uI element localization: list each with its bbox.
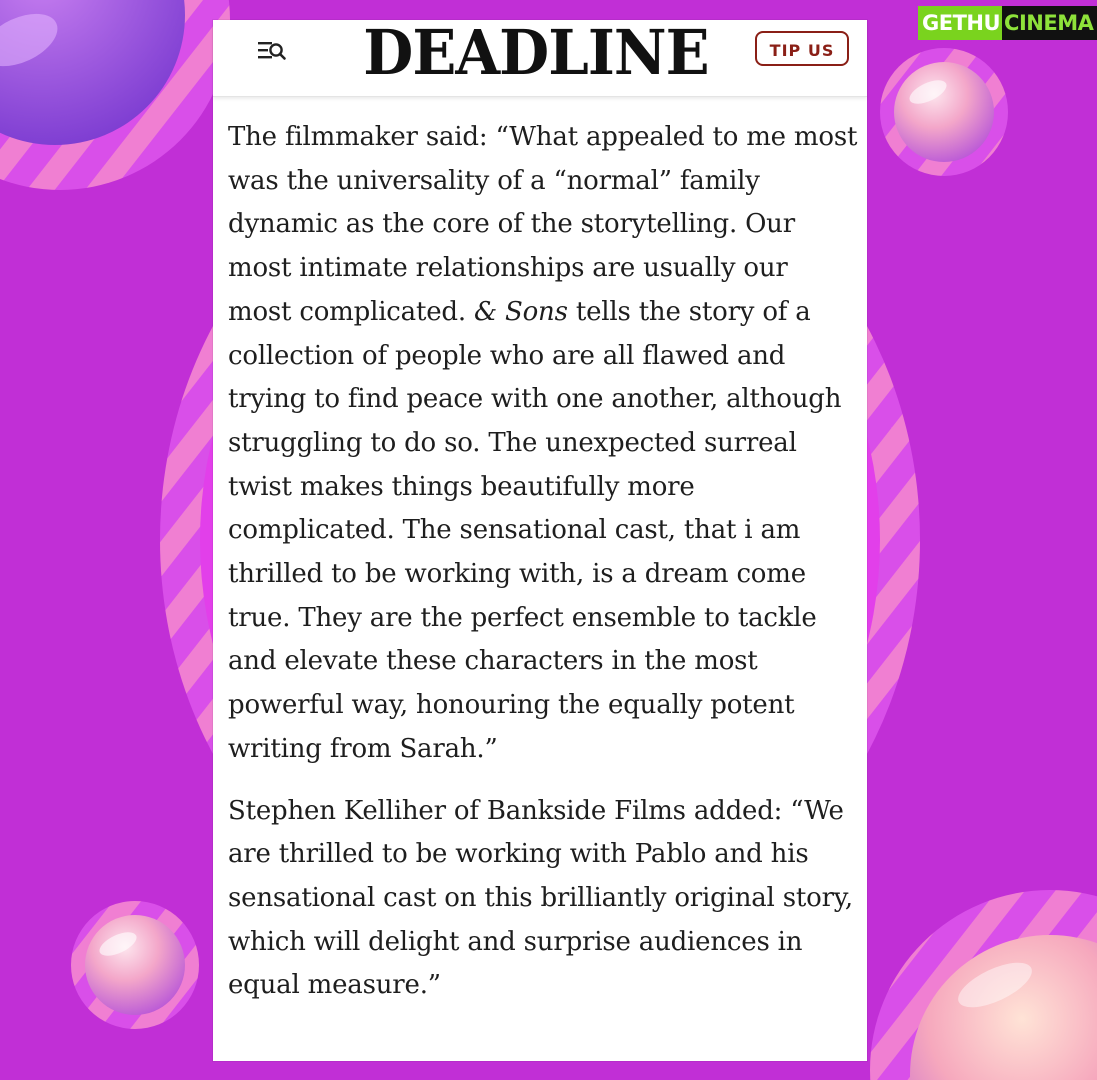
tip-us-button[interactable]: TIP US: [755, 31, 849, 66]
site-logo[interactable]: DEADLINE: [363, 16, 709, 89]
watermark-logo: [918, 6, 1094, 40]
article-paragraph-1: [228, 116, 858, 772]
article-paragraph-2: Stephen Kelliher of Bankside Films added: “We are thrilled to be working with Pablo and his sensational cast on this brilliantly original story, which will delight and surprise audiences in equal measure.”: [228, 795, 853, 1001]
paragraph-1-text-a: The filmmaker said: “What appealed to me most was the universality of a “normal” family dynamic as the core of the storytelling. Our most intimate relationships are usually our most complicated.: [228, 122, 858, 327]
watermark-part1: GETHU: [918, 6, 1002, 40]
site-header: [213, 16, 867, 97]
watermark-part2: CINEMA: [1002, 6, 1097, 40]
article-card: [213, 16, 867, 1061]
menu-search-icon[interactable]: [255, 36, 289, 68]
article-body: [228, 116, 858, 1008]
paragraph-1-text-b: tells the story of a collection of people who are all flawed and trying to find peace with one another, although struggling to do so. The unexpected surreal twist makes things beautifully more complicated. The sensational cast, that i am thrilled to be working with, is a dream come true. They are the perfect ensemble to tackle and elevate these characters in the most powerful way, honouring the equally potent writing from Sarah.”: [228, 296, 842, 764]
film-title: & Sons: [473, 296, 568, 327]
